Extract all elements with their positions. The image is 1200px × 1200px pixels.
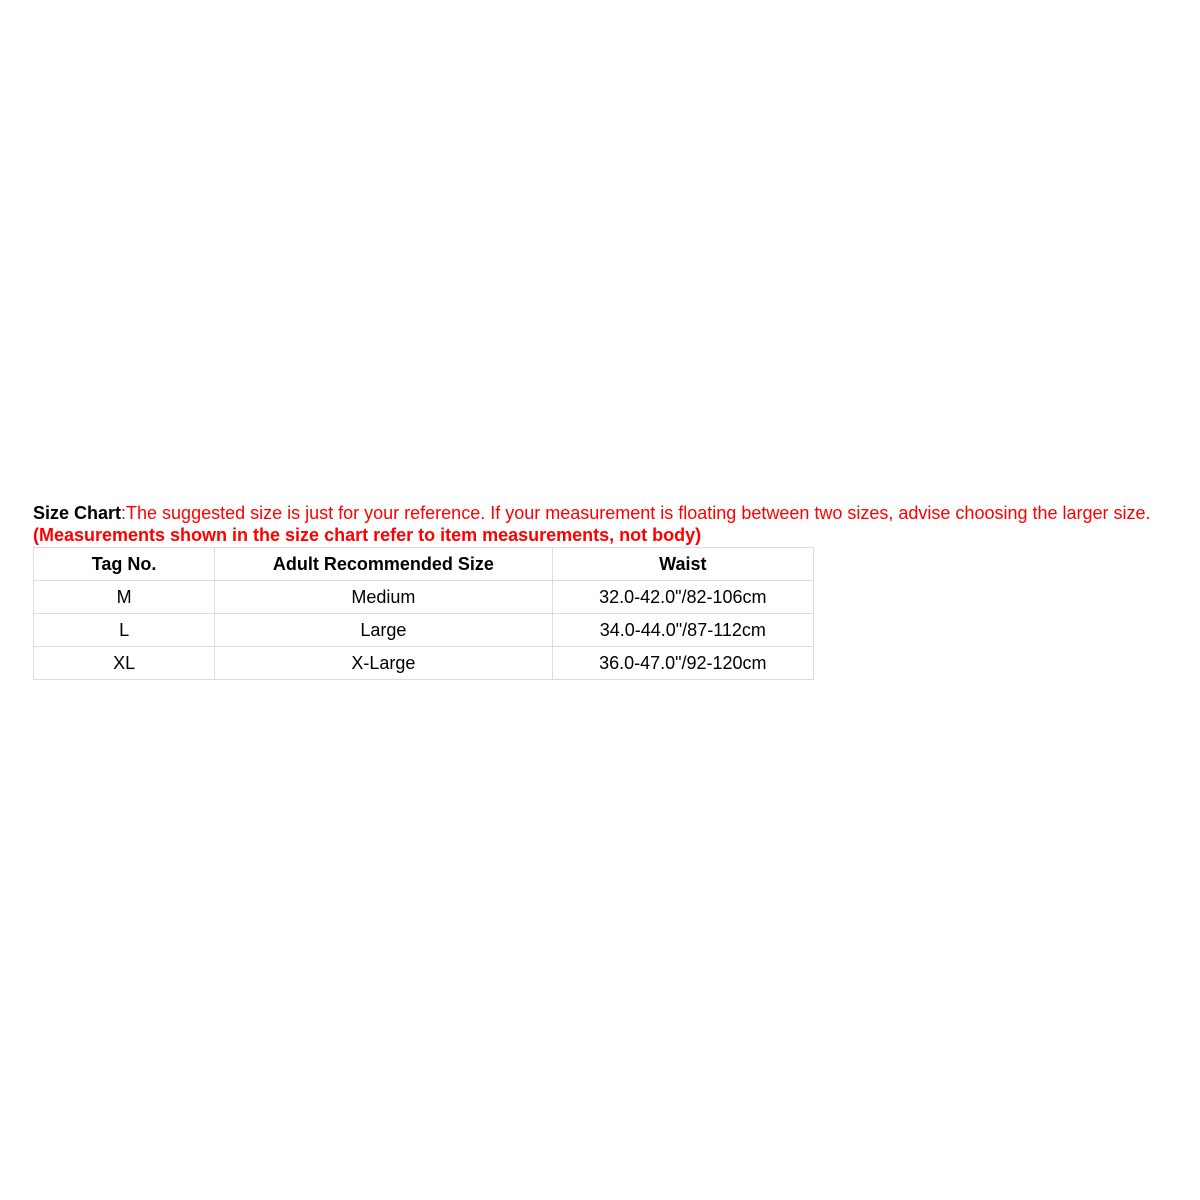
size-chart-measurement-note: (Measurements shown in the size chart refer to item measurements, not body) bbox=[33, 525, 702, 545]
header-tag-no: Tag No. bbox=[34, 548, 215, 581]
cell-waist: 36.0-47.0"/92-120cm bbox=[552, 647, 813, 680]
cell-recommended-size: X-Large bbox=[215, 647, 552, 680]
size-chart-advice: :The suggested size is just for your reference. If your measurement is floating between two sizes, advise choosing the larger size. bbox=[121, 503, 1151, 523]
table-row bbox=[34, 647, 814, 680]
cell-tag-no: M bbox=[34, 581, 215, 614]
header-adult-recommended-size: Adult Recommended Size bbox=[215, 548, 552, 581]
cell-recommended-size: Medium bbox=[215, 581, 552, 614]
table-row bbox=[34, 614, 814, 647]
cell-tag-no: XL bbox=[34, 647, 215, 680]
cell-waist: 34.0-44.0"/87-112cm bbox=[552, 614, 813, 647]
table-header-row bbox=[34, 548, 814, 581]
size-chart-label: Size Chart bbox=[33, 503, 122, 523]
cell-waist: 32.0-42.0"/82-106cm bbox=[552, 581, 813, 614]
header-waist: Waist bbox=[552, 548, 813, 581]
size-table bbox=[33, 547, 814, 680]
size-chart bbox=[33, 502, 1163, 680]
size-chart-intro bbox=[33, 502, 1163, 546]
cell-tag-no: L bbox=[34, 614, 215, 647]
table-row bbox=[34, 581, 814, 614]
cell-recommended-size: Large bbox=[215, 614, 552, 647]
